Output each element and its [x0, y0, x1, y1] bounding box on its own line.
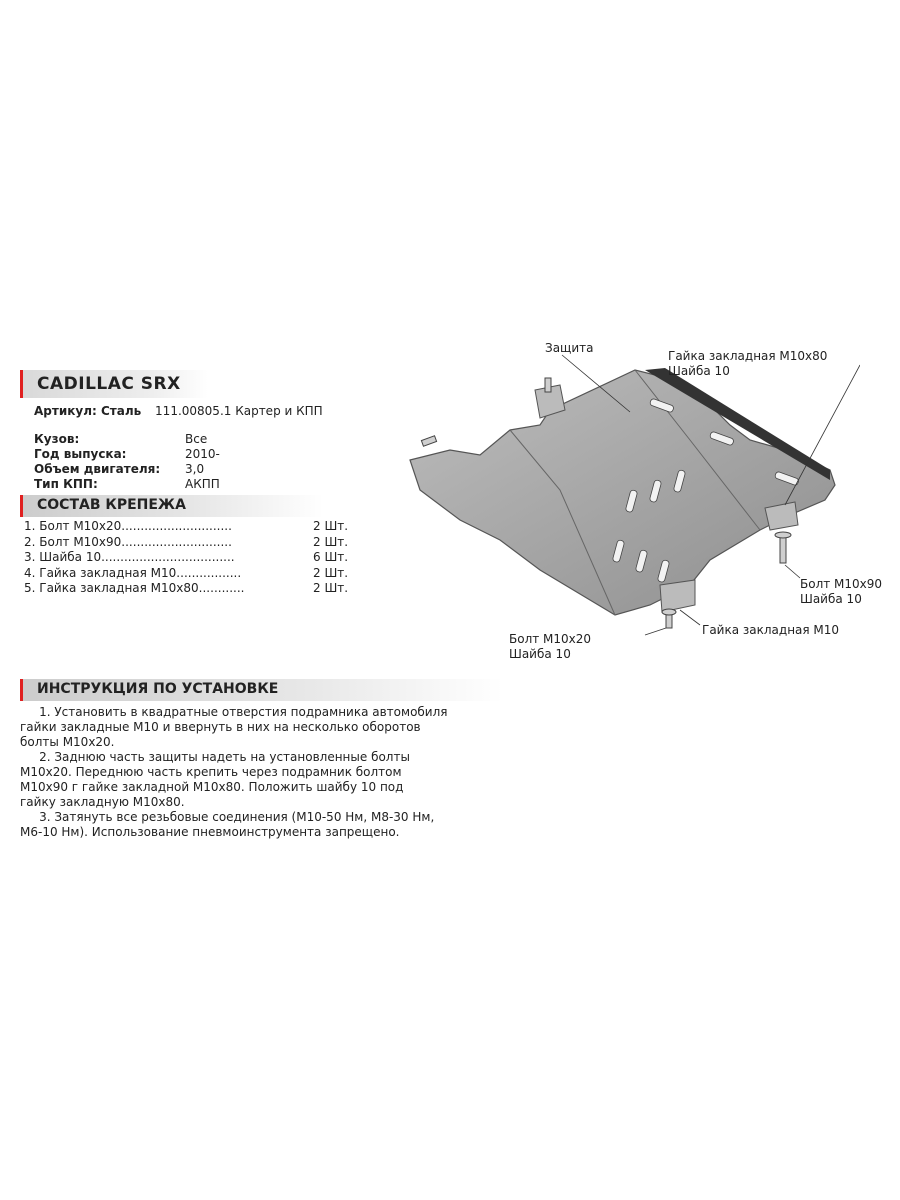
part-name: 5. Гайка закладная М10х80............: [24, 581, 245, 595]
spec-value: Все: [185, 432, 208, 446]
list-item: [24, 519, 354, 535]
callout-washer-right: Шайба 10: [800, 592, 862, 606]
parts-section-header: [20, 495, 323, 517]
part-name: 4. Гайка закладная М10.................: [24, 565, 242, 580]
parts-section-title: СОСТАВ КРЕПЕЖА: [37, 497, 186, 513]
product-title-bar: [20, 370, 208, 398]
instruction-line: болты М10х20.: [20, 735, 115, 749]
spec-row-engine: [34, 462, 334, 476]
part-name: 1. Болт М10х20.............................: [24, 519, 232, 533]
part-qty: 2 Шт.: [313, 519, 349, 533]
callout-bolt-m10x90: Болт М10х90: [800, 577, 883, 591]
instruction-line: М10х90 г гайке закладной М10х80. Положить шайбу 10 под: [20, 780, 404, 794]
article-label: Артикул: Сталь: [34, 404, 142, 418]
callout-shield: Защита: [545, 341, 594, 355]
parts-list: [24, 519, 354, 597]
bolt-icon: [421, 436, 436, 446]
list-item: [24, 581, 354, 597]
bottom-bracket: [660, 580, 695, 612]
instruction-line: М10х20. Переднюю часть крепить через подрамник болтом: [20, 765, 402, 779]
instruction-line: 3. Затянуть все резьбовые соединения (М10-50 Нм, М8-30 Нм,: [20, 810, 435, 824]
article-row: [34, 404, 323, 418]
instruction-line: 1. Установить в квадратные отверстия подрамника автомобиля: [20, 705, 448, 719]
leader-line: [785, 565, 800, 578]
article-value: 111.00805.1 Картер и КПП: [155, 404, 323, 418]
callout-washer-bottom: Шайба 10: [509, 647, 571, 661]
spec-label: Кузов:: [34, 432, 80, 446]
instruction-line: гайки закладные М10 и ввернуть в них на несколько оборотов: [20, 720, 421, 734]
part-name: 2. Болт М10х90.............................: [24, 534, 232, 549]
callout-nut-m10x80: Гайка закладная М10х80: [668, 349, 828, 363]
instructions-text: [20, 705, 500, 840]
part-qty: 2 Шт.: [313, 534, 349, 549]
leader-line: [680, 610, 700, 625]
leader-line: [645, 628, 666, 635]
list-item: [24, 550, 354, 566]
spec-row-year: [34, 447, 334, 461]
skid-plate-drawing: [390, 330, 860, 650]
product-title: CADILLAC SRX: [37, 374, 181, 394]
part-qty: 2 Шт.: [313, 581, 349, 595]
spec-label: Объем двигателя:: [34, 462, 161, 476]
spec-row-gearbox: [34, 477, 334, 491]
callout-bolt-m10x20: Болт М10х20: [509, 632, 592, 646]
instruction-line: М6-10 Нм). Использование пневмоинструмента запрещено.: [20, 825, 400, 839]
list-item: [24, 566, 354, 582]
spec-value: 3,0: [185, 462, 205, 476]
spec-value: 2010-: [185, 447, 220, 461]
spec-label: Год выпуска:: [34, 447, 127, 461]
part-qty: 6 Шт.: [313, 550, 349, 564]
bolt-icon: [545, 378, 551, 392]
washer-icon: [662, 609, 676, 615]
washer-icon: [775, 532, 791, 538]
part-name: 3. Шайба 10...................................: [24, 550, 235, 564]
instructions-section-title: ИНСТРУКЦИЯ ПО УСТАНОВКЕ: [37, 681, 279, 697]
spec-label: Тип КПП:: [34, 477, 98, 491]
callout-washer-top: Шайба 10: [668, 364, 730, 378]
skid-plate: [410, 370, 835, 615]
part-qty: 2 Шт.: [313, 565, 349, 580]
instructions-section-header: [20, 679, 503, 701]
spec-row-body: [34, 432, 334, 446]
list-item: [24, 535, 354, 551]
instruction-line: гайку закладную М10х80.: [20, 795, 185, 809]
callout-nut-m10: Гайка закладная М10: [702, 623, 840, 637]
spec-value: АКПП: [185, 477, 220, 491]
bolt-icon: [780, 535, 786, 563]
instruction-line: 2. Заднюю часть защиты надеть на установленные болты: [20, 750, 410, 764]
